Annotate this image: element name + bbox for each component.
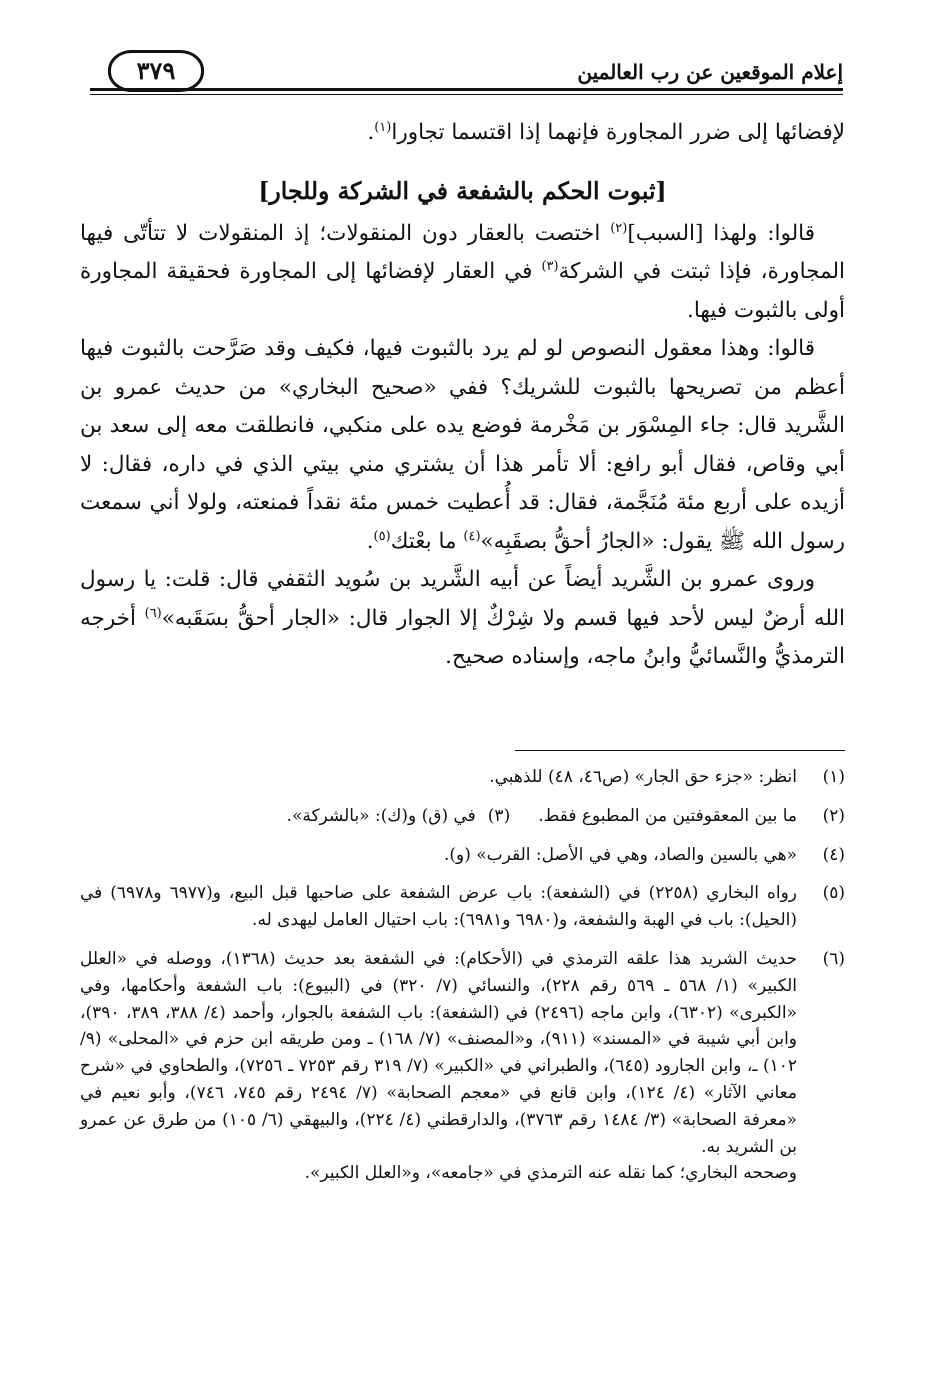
footnote-6: [80, 946, 845, 1160]
paragraph-text: اختصت بالعقار دون المنقولات؛ إذ المنقولات لا تتأتّى فيها المجاورة، فإذا ثبتت في الشركة: [80, 220, 845, 284]
page-number: ٣٧٩: [108, 50, 204, 92]
header-rule-thin: [90, 94, 843, 95]
footnote-number: (١): [822, 767, 845, 787]
footnote-ref: (٤): [463, 528, 481, 544]
footnote-text: رواه البخاري (٢٢٥٨) في (الشفعة): باب عرض الشفعة على صاحبها قبل البيع، و(٦٩٧٧ و٦٩٧٨) في (الحيل): باب في الهبة والشفعة، و(٦٩٨٠ و٦٩٨١): باب احتيال العامل ليهدى له.: [80, 883, 797, 931]
footnote-row-2-3: [80, 803, 845, 830]
footnote-separator: [515, 750, 845, 751]
paragraph-text: ما بعْتك: [390, 528, 464, 554]
footnote-number: (٦): [822, 948, 845, 969]
paragraph: [80, 561, 845, 677]
footnote-ref: (٦): [144, 605, 162, 621]
paragraph-text: أخرجه الترمذيُّ والنَّسائيُّ وابنُ ماجه، وإسناده صحيح.: [80, 605, 845, 669]
footnote-4: [80, 842, 845, 869]
footnote-ref: (٥): [373, 528, 391, 544]
footnote-ref: (٢): [610, 220, 628, 236]
footnotes: [80, 764, 845, 1187]
page-header: [90, 50, 843, 94]
footnote-ref: (١): [374, 119, 392, 135]
running-title: إعلام الموقعين عن رب العالمين: [577, 60, 843, 84]
footnote-1: [80, 764, 845, 791]
footnote-number: (٣): [487, 805, 511, 826]
paragraph-text: قالوا: وهذا معقول النصوص لو لم يرد بالثبوت فيها، فكيف وقد صَرَّحت بالثبوت فيها أعظم من تصريحها بالثبوت للشريك؟ ففي «صحيح البخاري» من حديث عمرو بن الشَّريد قال: جاء المِسْوَر بن مَخْرمة فوضع يده على منكبي، فانطلقت معه إلى سعد بن أبي وقاص، فقال أبو رافع: ألا تأمر هذا أن يشتري مني بيتي الذي في داره، فقال: لا أزيده على أربع مئة مُنَجَّمة، فقال: قد أُعطيت خمس مئة نقداً فمنعته، ولولا أني سمعت رسول الله ﷺ يقول: «الجارُ أحقُّ بصقَبِه»: [80, 336, 845, 554]
paragraph-text: .: [366, 528, 374, 554]
footnote-6-continuation: وصححه البخاري؛ كما نقله عنه الترمذي في «جامعه»، و«العلل الكبير».: [304, 1163, 797, 1184]
paragraph-text: لإفضائها إلى ضرر المجاورة فإنهما إذا اقتسما تجاورا: [391, 120, 845, 145]
footnote-number: (٢): [822, 805, 845, 826]
paragraph-text: في العقار لإفضائها إلى المجاورة فحقيقة المجاورة أولى بالثبوت فيها.: [80, 259, 845, 323]
footnote-text: ما بين المعقوفتين من المطبوع فقط.: [538, 805, 797, 826]
footnote-text: انظر: «جزء حق الجار» (ص٤٦، ٤٨) للذهبي.: [489, 767, 797, 787]
paragraph: [80, 330, 845, 561]
paragraph-text: وروى عمرو بن الشَّريد أيضاً عن أبيه الشَّريد بن سُويد الثقفي قال: قلت: يا رسول الله أرضٌ ليس لأحد فيها قسم ولا شِرْكٌ إلا الجوار قال: «الجار أحقُّ بسَقَبه»: [80, 567, 845, 631]
header-rule: [90, 88, 843, 91]
section-heading: [ثبوت الحكم بالشفعة في الشركة وللجار]: [258, 176, 667, 205]
footnote-ref: (٣): [541, 258, 559, 274]
footnote-number: (٥): [822, 883, 845, 904]
paragraph: [80, 215, 845, 331]
paragraph-continuation: لإفضائها إلى ضرر المجاورة فإنهما إذا اقتسما تجاورا$^{(١)}$.: [367, 119, 845, 145]
main-text: [80, 114, 845, 677]
footnote-number: (٤): [822, 844, 845, 865]
footnote-text: حديث الشريد هذا علقه الترمذي في (الأحكام): في الشفعة بعد حديث (١٣٦٨)، ووصله في «العلل الكبير» (١/ ٥٦٨ ـ ٥٦٩ رقم ٢٢٨)، والنسائي (٧/ ٣٢٠) في (البيوع): باب الشفعة وأحكامها، وفي «الكبرى» (٦٣٠٢)، وابن ماجه (٢٤٩٦) في (الشفعة): باب الشفعة بالجوار، وأحمد (٤/ ٣٨٨، ٣٨٩، ٣٩٠)، وابن أبي شيبة في «المسند» (٩١١)، و«المصنف» (٧/ ١٦٨) ـ ومن طريقه ابن حزم في «المحلى» (٩/ ١٠٢) ـ، وابن الجارود (٦٤٥)، والطبراني في «الكبير» (٧/ ٣١٩ رقم ٧٢٥٣ ـ ٧٢٥٦)، والطحاوي في «شرح معاني الآثار» (٤/ ١٢٤)، وابن قانع في «معجم الصحابة» (٧/ ٢٤٩٤ رقم ٧٤٥، ٧٤٦)، وأبو نعيم في «معرفة الصحابة» (٣/ ١٤٨٤ رقم ٣٧٦٣)، والدارقطني (٤/ ٢٢٤)، والبيهقي (٦/ ١٠٥) من طرق عن عمرو بن الشريد به.: [80, 948, 798, 1157]
footnote-text: في (ق) و(ك): «بالشركة».: [286, 805, 476, 826]
footnote-5: [80, 880, 845, 934]
footnote-text: «هي بالسين والصاد، وهي في الأصل: القرب» (و).: [443, 844, 797, 865]
paragraph-text: قالوا: ولهذا [السبب]: [627, 220, 815, 246]
